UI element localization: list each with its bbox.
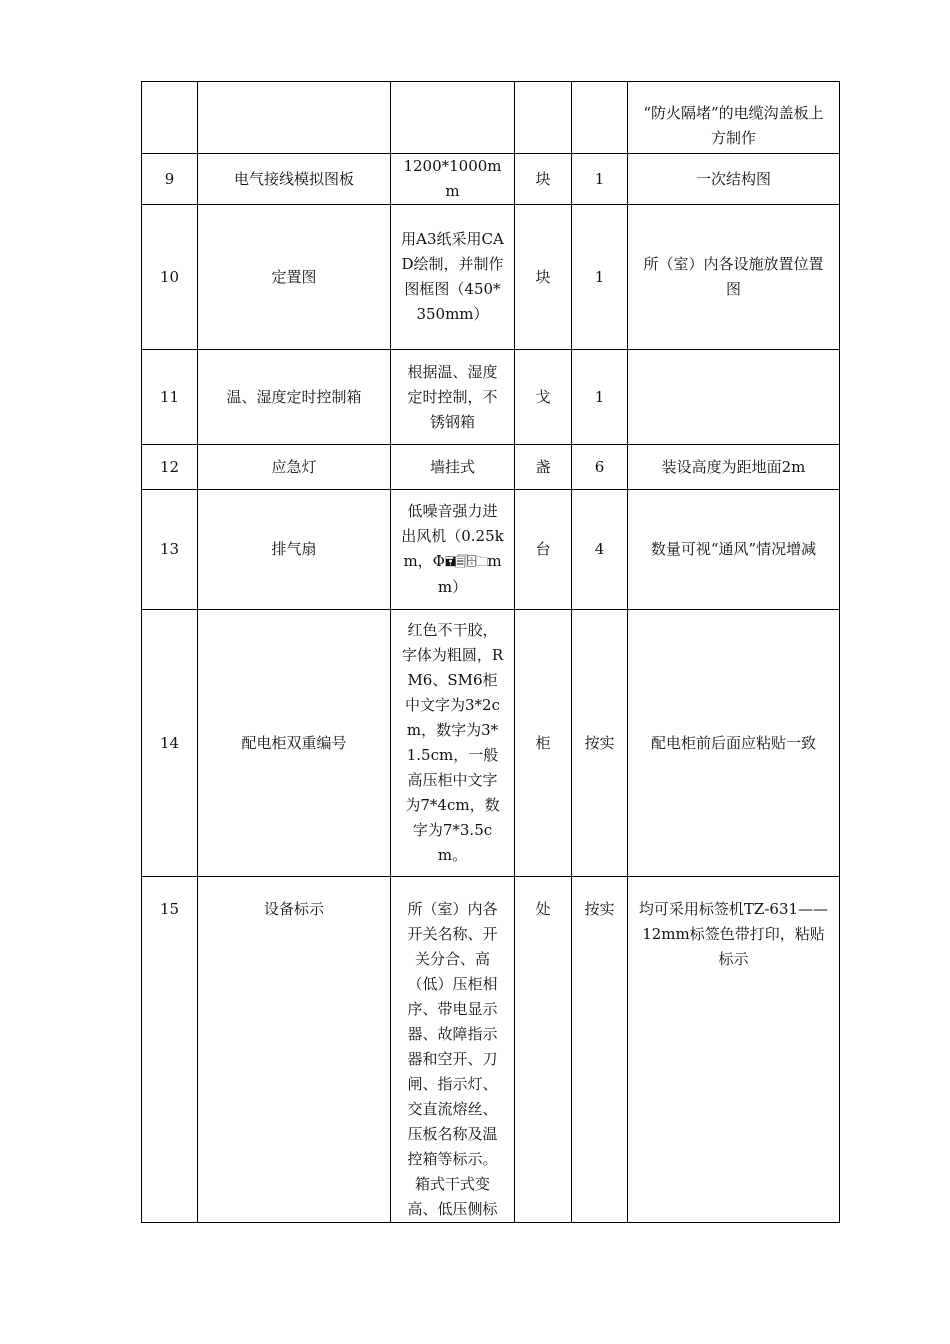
cell-qty: 1	[572, 205, 628, 350]
cell-qty	[572, 82, 628, 154]
spec-text: 低噪音强力进出风机（0.25km，Φ	[401, 502, 504, 570]
cell-name: 温、湿度定时控制箱	[198, 350, 391, 445]
cell-remark: 一次结构图	[628, 154, 840, 205]
cell-spec: 1200*1000mm	[391, 154, 515, 205]
cell-remark: 均可采用标签机TZ-631——12mm标签色带打印，粘贴标示	[628, 877, 840, 1223]
table-row	[142, 877, 840, 1223]
cell-unit: 戈	[515, 350, 572, 445]
cell-name	[198, 82, 391, 154]
table-row	[142, 490, 840, 610]
cell-remark: “防火隔堵”的电缆沟盖板上方制作	[628, 82, 840, 154]
cell-unit: 块	[515, 205, 572, 350]
cell-no: 9	[142, 154, 198, 205]
cell-name: 配电柜双重编号	[198, 610, 391, 877]
cell-no: 12	[142, 445, 198, 490]
table-row	[142, 154, 840, 205]
cell-remark: 数量可视“通风”情况增减	[628, 490, 840, 610]
cell-no: 10	[142, 205, 198, 350]
cell-spec: 用A3纸采用CAD绘制，并制作图框图（450*350mm）	[391, 205, 515, 350]
table-row	[142, 82, 840, 154]
spec-tail: mm）	[437, 552, 502, 596]
garbled-symbols: 🖬🗐🗄🗀	[444, 555, 488, 570]
cell-remark: 装设高度为距地面2m	[628, 445, 840, 490]
cell-name: 设备标示	[198, 877, 391, 1223]
cell-no: 13	[142, 490, 198, 610]
cell-no: 14	[142, 610, 198, 877]
table-row	[142, 445, 840, 490]
cell-spec: 红色不干胶，字体为粗圆，RM6、SM6柜中文字为3*2cm，数字为3*1.5cm，一般高压柜中文字为7*4cm，数字为7*3.5cm。	[391, 610, 515, 877]
table-row	[142, 610, 840, 877]
cell-qty: 4	[572, 490, 628, 610]
cell-qty: 6	[572, 445, 628, 490]
cell-spec: 墙挂式	[391, 445, 515, 490]
cell-spec	[391, 490, 515, 610]
cell-spec: 根据温、湿度定时控制，不锈钢箱	[391, 350, 515, 445]
cell-qty: 1	[572, 350, 628, 445]
cell-unit: 处	[515, 877, 572, 1223]
cell-name: 排气扇	[198, 490, 391, 610]
cell-unit	[515, 82, 572, 154]
cell-name: 应急灯	[198, 445, 391, 490]
cell-remark: 配电柜前后面应粘贴一致	[628, 610, 840, 877]
cell-remark: 所（室）内各设施放置位置图	[628, 205, 840, 350]
equipment-spec-table	[141, 81, 840, 1223]
cell-no: 11	[142, 350, 198, 445]
cell-spec: 所（室）内各开关名称、开关分合、高（低）压柜相序、带电显示器、故障指示器和空开、刀闸、指示灯、交直流熔丝、压板名称及温控箱等标示。箱式干式变高、低压侧标	[391, 877, 515, 1223]
cell-qty: 1	[572, 154, 628, 205]
cell-name: 定置图	[198, 205, 391, 350]
table-row	[142, 350, 840, 445]
cell-no: 15	[142, 877, 198, 1223]
cell-spec	[391, 82, 515, 154]
cell-unit: 台	[515, 490, 572, 610]
cell-unit: 块	[515, 154, 572, 205]
cell-qty: 按实	[572, 610, 628, 877]
cell-name: 电气接线模拟图板	[198, 154, 391, 205]
cell-qty: 按实	[572, 877, 628, 1223]
cell-no	[142, 82, 198, 154]
table-row	[142, 205, 840, 350]
cell-unit: 柜	[515, 610, 572, 877]
cell-unit: 盏	[515, 445, 572, 490]
cell-remark	[628, 350, 840, 445]
